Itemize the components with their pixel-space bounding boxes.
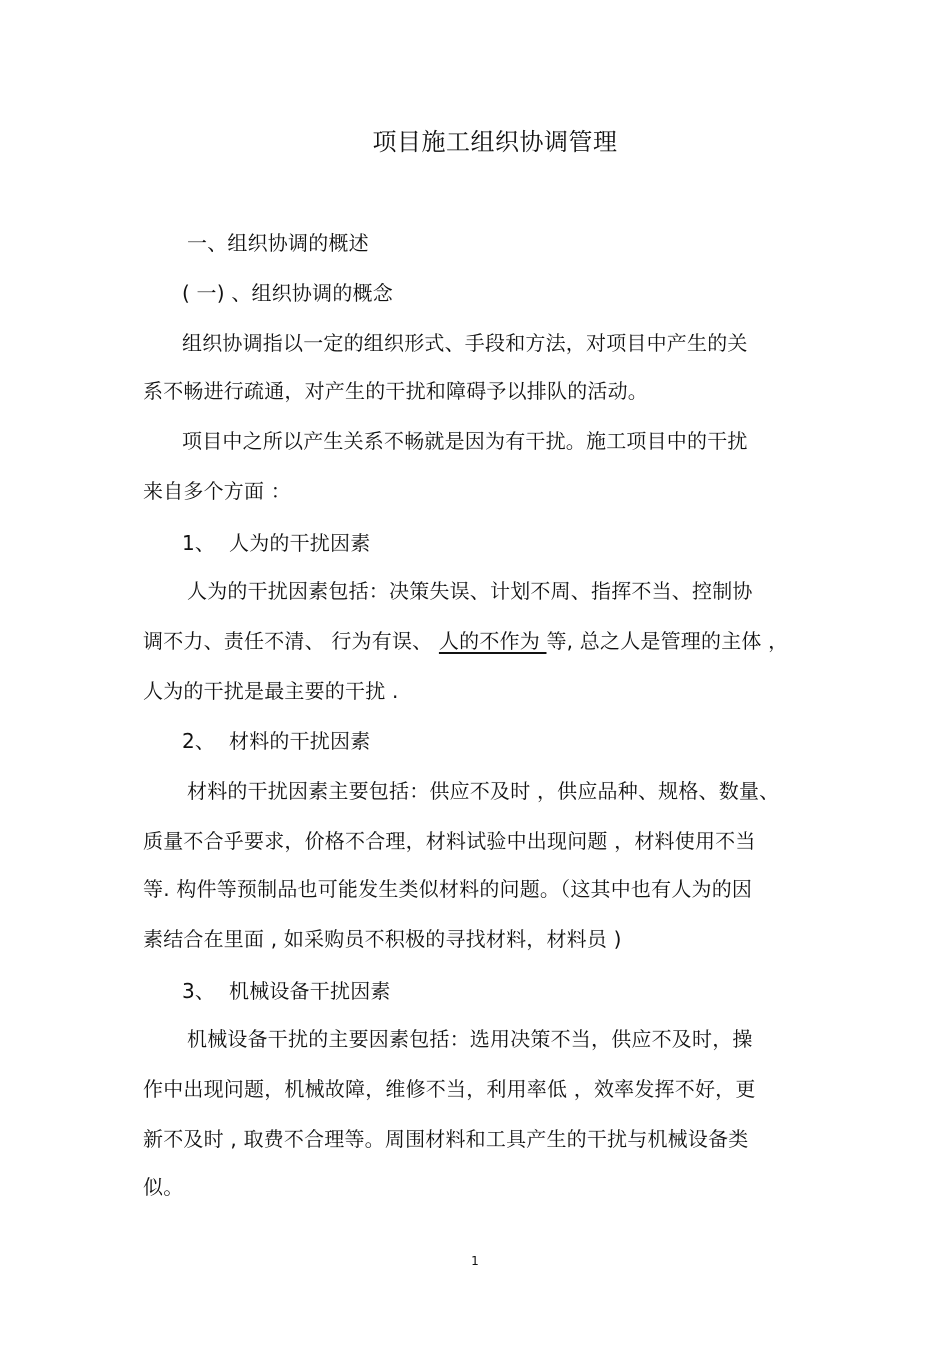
subsection-heading: ( 一) 、组织协调的概念 xyxy=(182,281,393,305)
paragraph-line: 人为的干扰是最主要的干扰 . xyxy=(143,679,399,703)
paragraph-segment: 等, 总之人是管理的主体 ， xyxy=(546,629,789,653)
page-number: 1 xyxy=(471,1254,479,1268)
paragraph-line: 新不及时 , 取费不合理等。周围材料和工具产生的干扰与机械设备类 xyxy=(143,1127,749,1151)
paragraph-line: 材料的干扰因素主要包括：供应不及时 ，供应品种、规格、数量、 xyxy=(187,779,780,803)
paragraph-line: 质量不合乎要求，价格不合理，材料试验中出现问题 ，材料使用不当 xyxy=(143,829,756,853)
paragraph-line: 人为的干扰因素包括：决策失误、计划不周、指挥不当、控制协 xyxy=(187,579,753,603)
paragraph-line: 系不畅进行疏通，对产生的干扰和障碍予以排队的活动。 xyxy=(143,379,648,403)
paragraph-line: 项目中之所以产生关系不畅就是因为有干扰。施工项目中的干扰 xyxy=(182,429,748,453)
underlined-phrase: 人的不作为 xyxy=(438,629,547,653)
list-item-number: 1、 xyxy=(182,531,216,555)
section-heading: 一、组织协调的概述 xyxy=(187,231,369,255)
paragraph-line: 等. 构件等预制品也可能发生类似材料的问题。（这其中也有人为的因 xyxy=(143,877,753,901)
list-item-number: 2、 xyxy=(182,729,216,753)
paragraph-line: 似。 xyxy=(143,1175,184,1199)
list-item-heading: 人为的干扰因素 xyxy=(229,531,371,555)
list-item-heading: 材料的干扰因素 xyxy=(229,729,371,753)
paragraph-line xyxy=(143,628,788,654)
list-item-number: 3、 xyxy=(182,979,216,1003)
paragraph-line: 来自多个方面 ： xyxy=(143,479,291,503)
paragraph-line: 组织协调指以一定的组织形式、手段和方法，对项目中产生的关 xyxy=(182,331,748,355)
paragraph-line: 素结合在里面 , 如采购员不积极的寻找材料，材料员 ) xyxy=(143,927,622,951)
document-title: 项目施工组织协调管理 xyxy=(372,128,618,156)
paragraph-line: 机械设备干扰的主要因素包括：选用决策不当，供应不及时，操 xyxy=(187,1027,753,1051)
list-item-heading: 机械设备干扰因素 xyxy=(229,979,391,1003)
paragraph-segment: 调不力、责任不清、 行为有误、 xyxy=(143,629,439,653)
paragraph-line: 作中出现问题，机械故障，维修不当，利用率低 ，效率发挥不好，更 xyxy=(143,1077,756,1101)
